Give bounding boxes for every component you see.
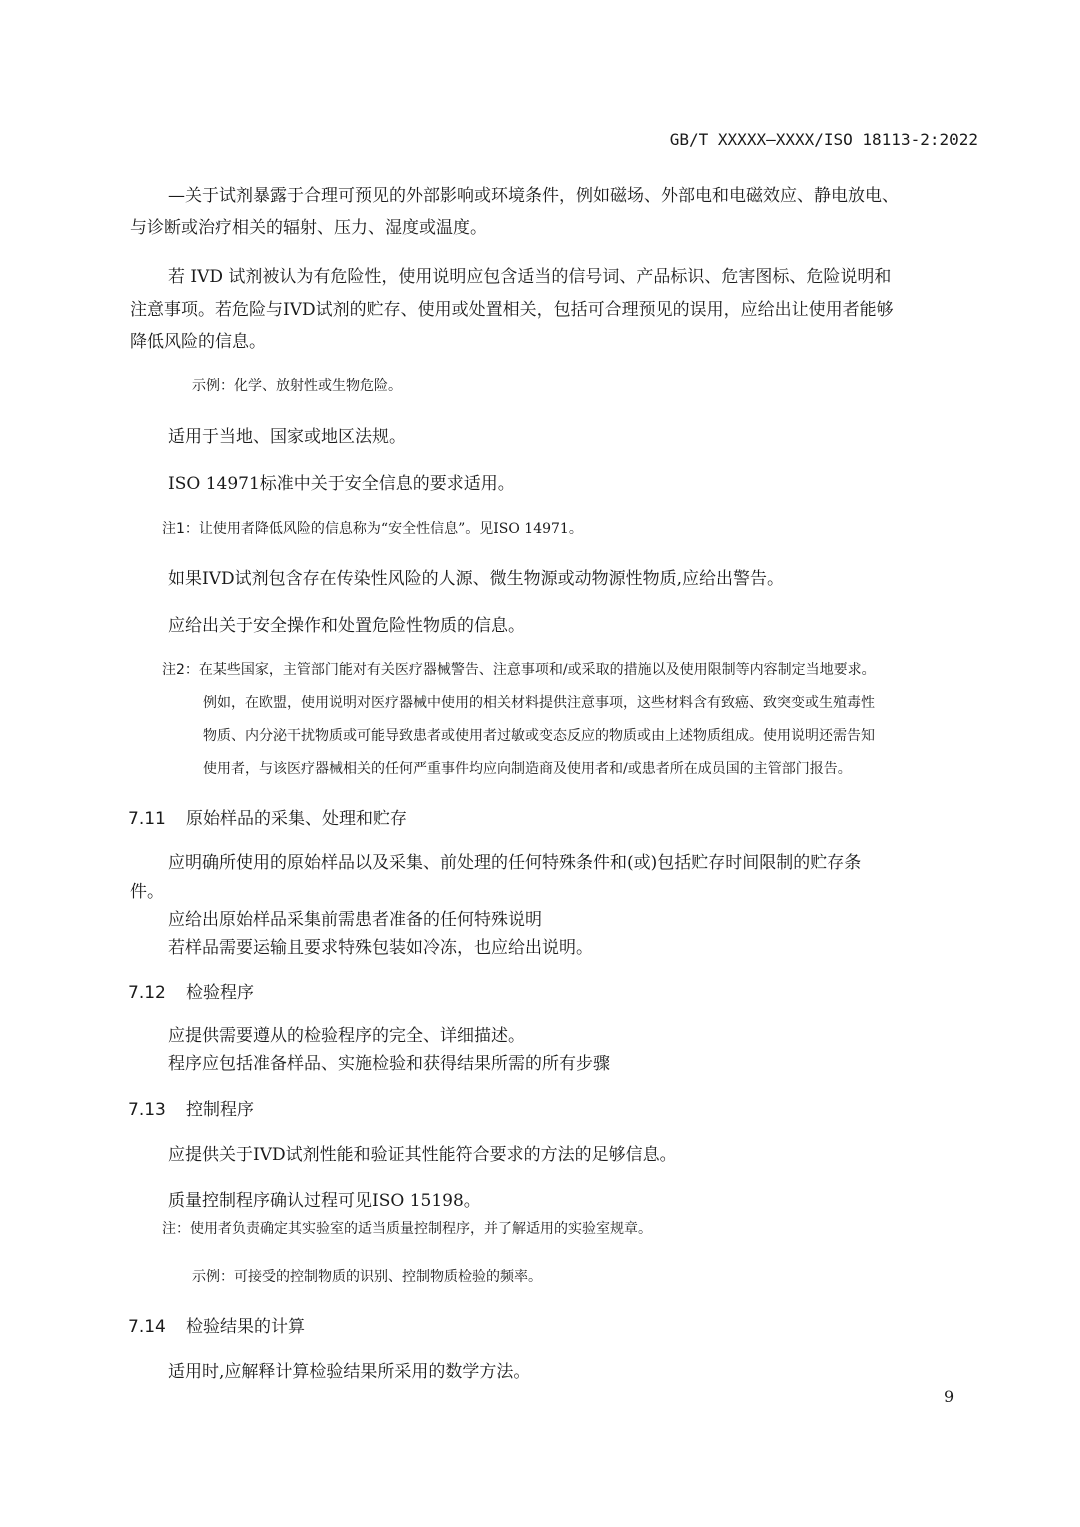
paragraph-line: 适用于当地、国家或地区法规。 xyxy=(168,427,406,447)
section-number: 7.14 xyxy=(128,1317,166,1337)
section-heading-7-13 xyxy=(128,1095,254,1120)
section-title: 控制程序 xyxy=(186,1100,254,1120)
page-number: 9 xyxy=(944,1387,955,1406)
section-title: 原始样品的采集、处理和贮存 xyxy=(186,809,407,829)
example-text: 示例：化学、放射性或生物危险。 xyxy=(192,378,402,394)
paragraph-line: 质量控制程序确认过程可见ISO 15198。 xyxy=(168,1191,481,1211)
section-number: 7.13 xyxy=(128,1100,166,1120)
section-heading-7-14 xyxy=(128,1312,305,1337)
section-title: 检验结果的计算 xyxy=(186,1317,305,1337)
paragraph-line: 若 IVD 试剂被认为有危险性，使用说明应包含适当的信号词、产品标识、危害图标、危险说明和 xyxy=(168,267,892,287)
note-2 xyxy=(162,659,876,679)
paragraph-line: 若样品需要运输且要求特殊包装如冷冻，也应给出说明。 xyxy=(168,938,593,958)
note-label: 注2： xyxy=(162,662,199,678)
paragraph-line: 应提供需要遵从的检验程序的完全、详细描述。 xyxy=(168,1026,525,1046)
paragraph-line: 如果IVD试剂包含存在传染性风险的人源、微生物源或动物源性物质,应给出警告。 xyxy=(168,569,785,589)
paragraph-line: 应提供关于IVD试剂性能和验证其性能符合要求的方法的足够信息。 xyxy=(168,1145,677,1165)
section-heading-7-12 xyxy=(128,978,254,1003)
paragraph-line: 注意事项。若危险与IVD试剂的贮存、使用或处置相关，包括可合理预见的误用，应给出让使用者能够 xyxy=(130,300,894,320)
paragraph-line: 应给出原始样品采集前需患者准备的任何特殊说明 xyxy=(168,910,542,930)
paragraph-line: ISO 14971标准中关于安全信息的要求适用。 xyxy=(168,474,515,494)
note-1 xyxy=(162,518,583,538)
section-heading-7-11 xyxy=(128,804,407,829)
example-text: 示例：可接受的控制物质的识别、控制物质检验的频率。 xyxy=(192,1269,542,1285)
note-7-13 xyxy=(162,1218,652,1238)
note-label: 注1： xyxy=(162,521,199,537)
document-header: GB/T XXXXX—XXXX/ISO 18113-2:2022 xyxy=(669,130,978,149)
paragraph-line: —关于试剂暴露于合理可预见的外部影响或环境条件，例如磁场、外部电和电磁效应、静电放电、 xyxy=(168,186,899,206)
section-number: 7.11 xyxy=(128,809,166,829)
paragraph-line: 应给出关于安全操作和处置危险性物质的信息。 xyxy=(168,616,525,636)
note-text: 在某些国家，主管部门能对有关医疗器械警告、注意事项和/或采取的措施以及使用限制等内容制定当地要求。 xyxy=(198,662,876,678)
paragraph-line: 降低风险的信息。 xyxy=(130,332,266,352)
note-line: 使用者，与该医疗器械相关的任何严重事件均应向制造商及使用者和/或患者所在成员国的主管部门报告。 xyxy=(203,761,852,777)
section-title: 检验程序 xyxy=(186,983,254,1003)
paragraph-line: 程序应包括准备样品、实施检验和获得结果所需的所有步骤 xyxy=(168,1054,610,1074)
note-text: 让使用者降低风险的信息称为“安全性信息”。见ISO 14971。 xyxy=(198,521,583,537)
note-text: 使用者负责确定其实验室的适当质量控制程序，并了解适用的实验室规章。 xyxy=(190,1221,652,1237)
paragraph-line: 与诊断或治疗相关的辐射、压力、湿度或温度。 xyxy=(130,218,487,238)
paragraph-line: 件。 xyxy=(130,882,164,902)
paragraph-line: 适用时,应解释计算检验结果所采用的数学方法。 xyxy=(168,1362,531,1382)
note-line: 例如，在欧盟，使用说明对医疗器械中使用的相关材料提供注意事项，这些材料含有致癌、致突变或生殖毒性 xyxy=(203,695,875,711)
note-label: 注： xyxy=(162,1221,190,1237)
paragraph-line: 应明确所使用的原始样品以及采集、前处理的任何特殊条件和(或)包括贮存时间限制的贮存条 xyxy=(168,853,862,873)
section-number: 7.12 xyxy=(128,983,166,1003)
note-line: 物质、内分泌干扰物质或可能导致患者或使用者过敏或变态反应的物质或由上述物质组成。使用说明还需告知 xyxy=(203,728,875,744)
